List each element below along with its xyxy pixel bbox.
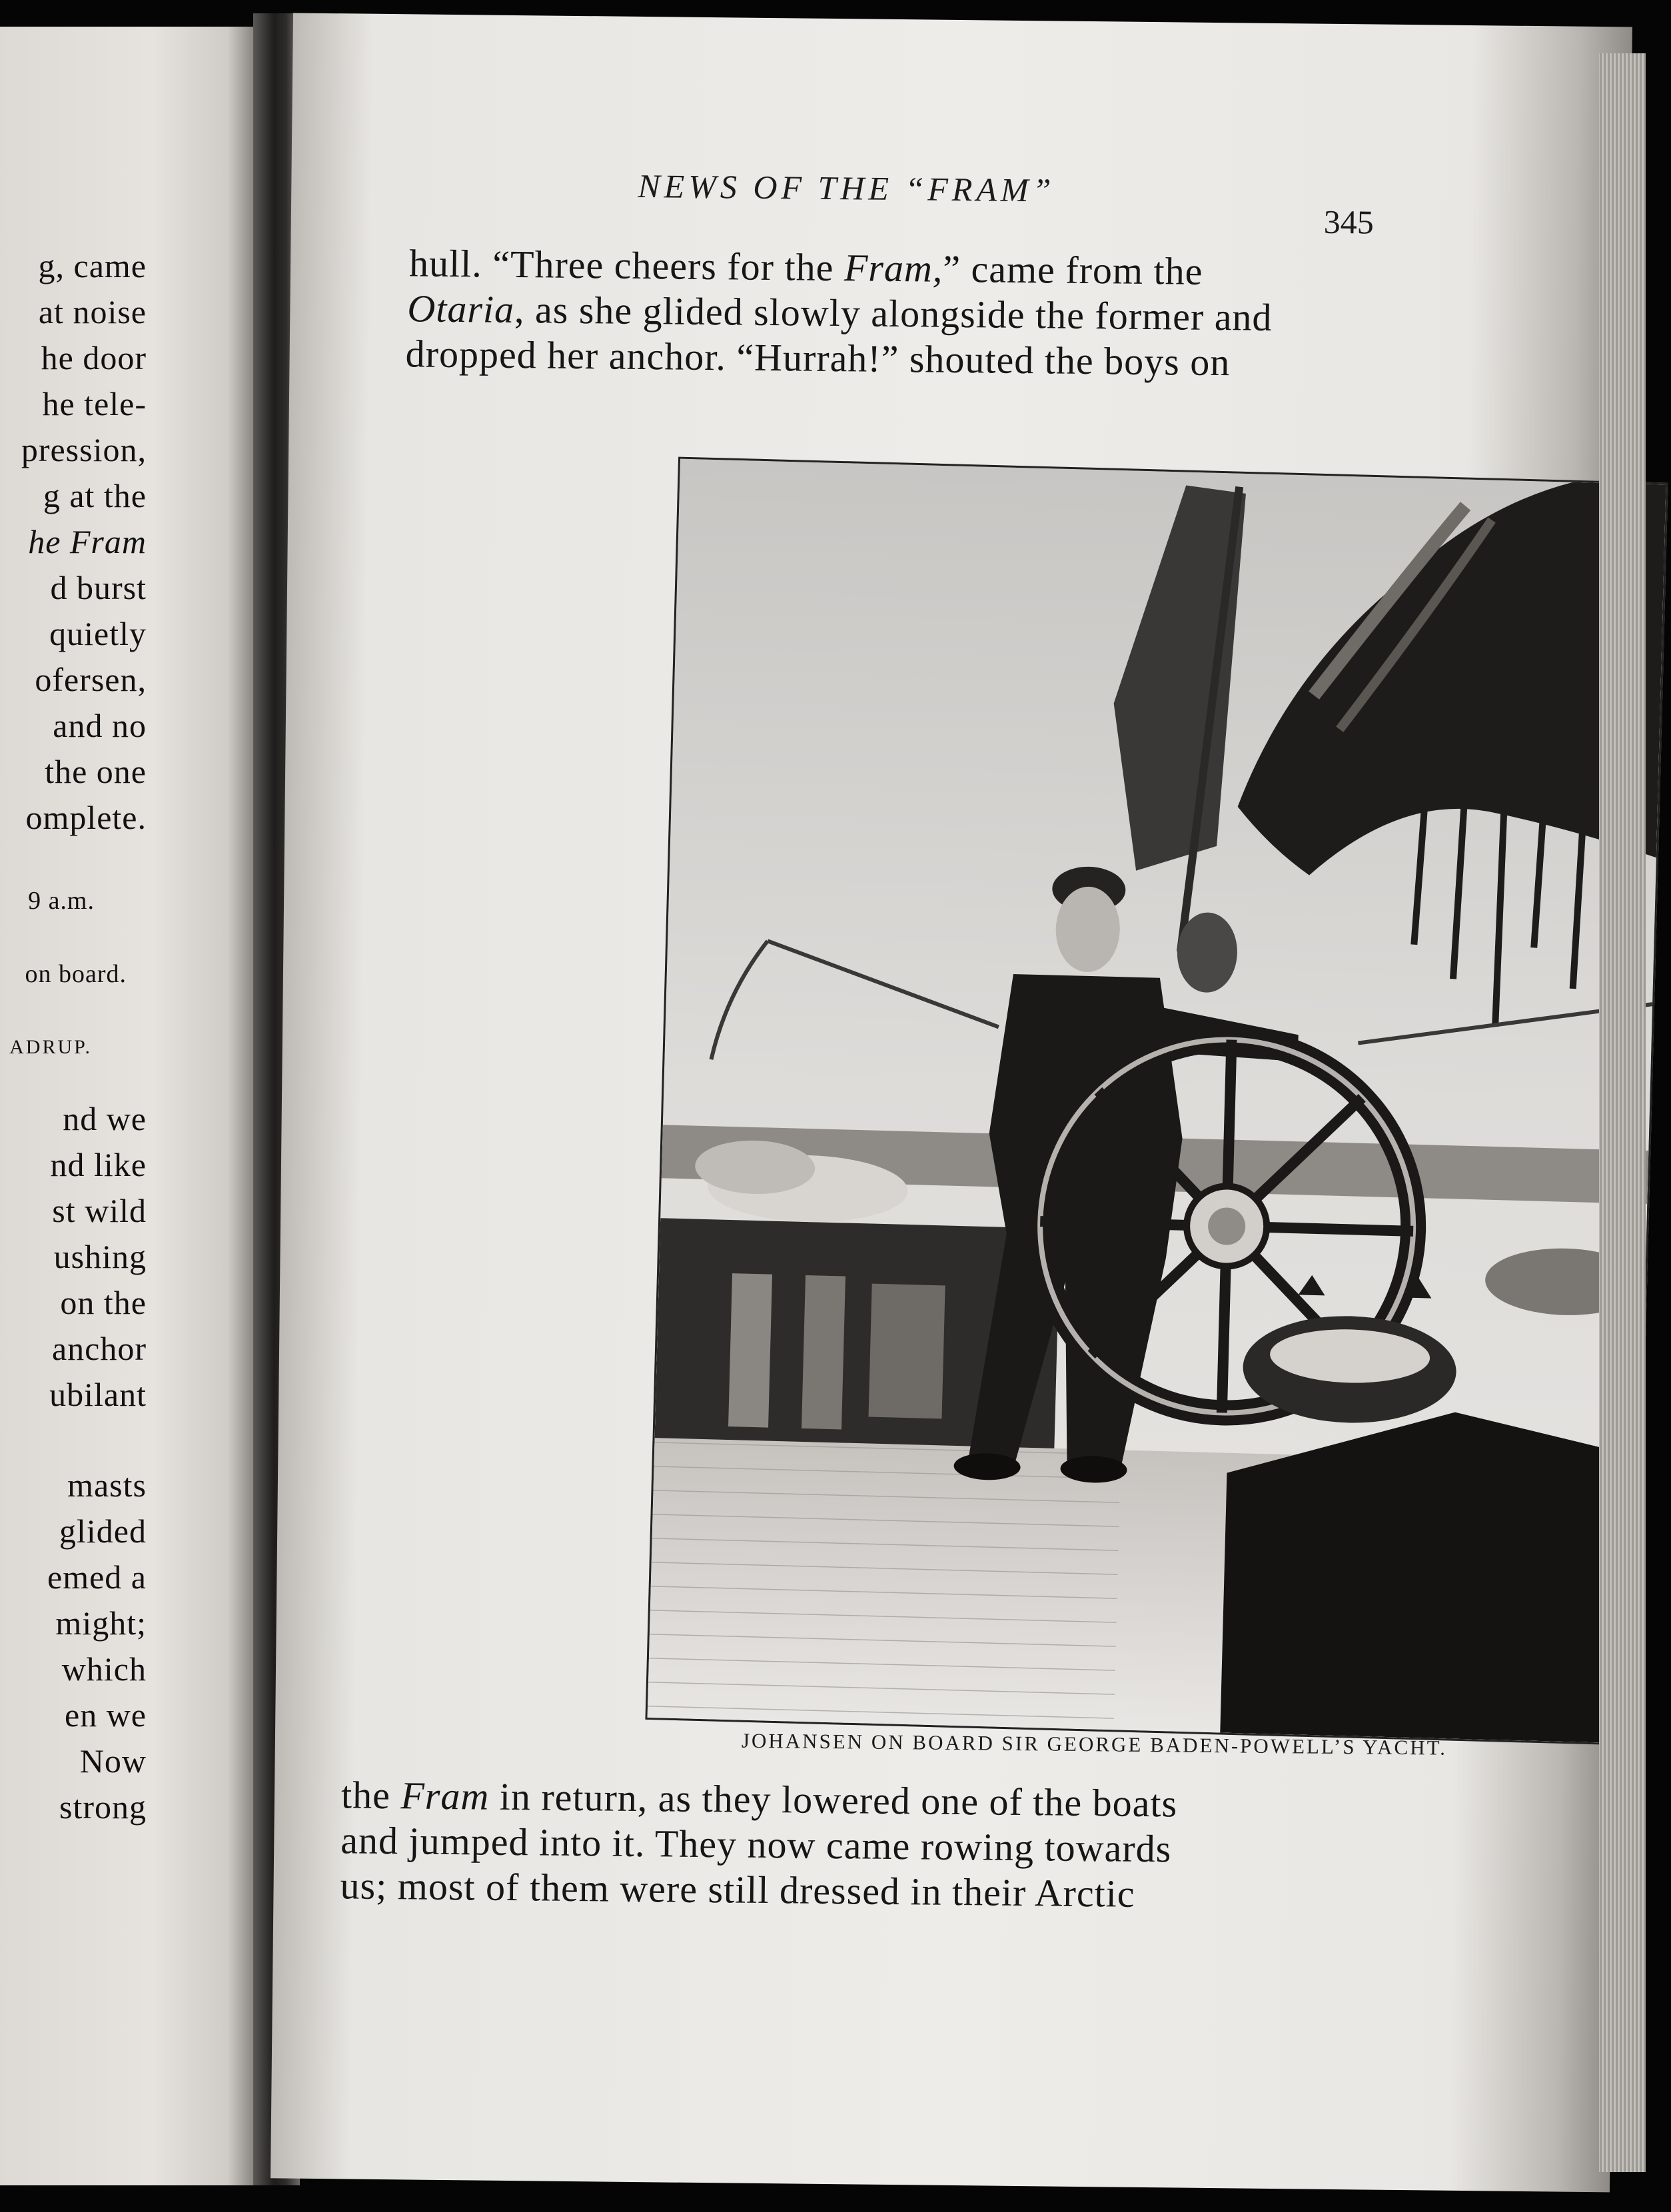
left-line: en we xyxy=(65,1696,147,1734)
left-line: masts xyxy=(67,1466,147,1504)
left-line: on board. xyxy=(25,960,127,988)
left-line: he Fram xyxy=(28,523,147,560)
running-head: NEWS OF THE “FRAM” xyxy=(638,167,1055,209)
left-line: g at the xyxy=(43,477,147,514)
left-line: ADRUP. xyxy=(9,1036,92,1058)
body-text-line: dropped her anchor. “Hurrah!” shouted the boys on xyxy=(405,332,1231,384)
left-line: ofersen, xyxy=(35,661,147,698)
left-line: ubilant xyxy=(49,1376,147,1413)
left-page-fragment xyxy=(0,27,253,2185)
text-run: in return, as they lowered one of the boats xyxy=(488,1774,1178,1826)
body-text-line: us; most of them were still dressed in their Arctic xyxy=(340,1864,1135,1916)
left-line: st wild xyxy=(52,1192,147,1229)
left-line: pression, xyxy=(21,431,147,468)
body-text-line xyxy=(341,1772,1178,1826)
photograph xyxy=(648,459,1666,1744)
body-text-line: and jumped into it. They now came rowing towards xyxy=(340,1818,1172,1871)
left-line: he door xyxy=(41,339,147,376)
photograph-plate xyxy=(645,457,1668,1746)
left-line: and no xyxy=(53,707,147,744)
left-line: might; xyxy=(55,1604,147,1642)
left-line: nd we xyxy=(63,1100,147,1137)
left-line: quietly xyxy=(49,615,147,652)
left-line: d burst xyxy=(50,569,147,606)
text-run: ” came from the xyxy=(942,247,1203,293)
right-page xyxy=(271,13,1632,2192)
text-run-italic: Fram xyxy=(400,1774,490,1818)
left-line: 9 a.m. xyxy=(28,887,95,915)
text-run-italic: Fram, xyxy=(843,246,943,290)
left-line: which xyxy=(61,1650,147,1688)
left-line: at noise xyxy=(38,293,147,330)
left-line: nd like xyxy=(50,1146,147,1183)
left-line: emed a xyxy=(47,1558,147,1596)
page-edges xyxy=(1599,53,1646,2172)
text-run: the xyxy=(340,1773,401,1818)
body-text-line xyxy=(409,241,1203,293)
body-text-line xyxy=(407,286,1273,340)
left-line: anchor xyxy=(51,1330,147,1367)
figure-caption: JOHANSEN ON BOARD SIR GEORGE BADEN-POWELL’S YACHT. xyxy=(741,1728,1448,1760)
text-run: , as she glided slowly alongside the former and xyxy=(514,287,1273,339)
text-run-italic: Otaria xyxy=(407,286,515,331)
left-line: Now xyxy=(79,1742,147,1780)
left-line: g, came xyxy=(38,247,147,284)
left-line: omplete. xyxy=(25,799,147,836)
left-line: ushing xyxy=(53,1238,147,1275)
left-line: he tele- xyxy=(42,385,147,422)
left-line: on the xyxy=(60,1284,147,1321)
left-line: the one xyxy=(45,753,147,790)
left-line: strong xyxy=(59,1788,147,1826)
page-number: 345 xyxy=(1323,203,1375,241)
text-run: hull. “Three cheers for the xyxy=(408,241,845,290)
left-line: glided xyxy=(59,1512,147,1550)
